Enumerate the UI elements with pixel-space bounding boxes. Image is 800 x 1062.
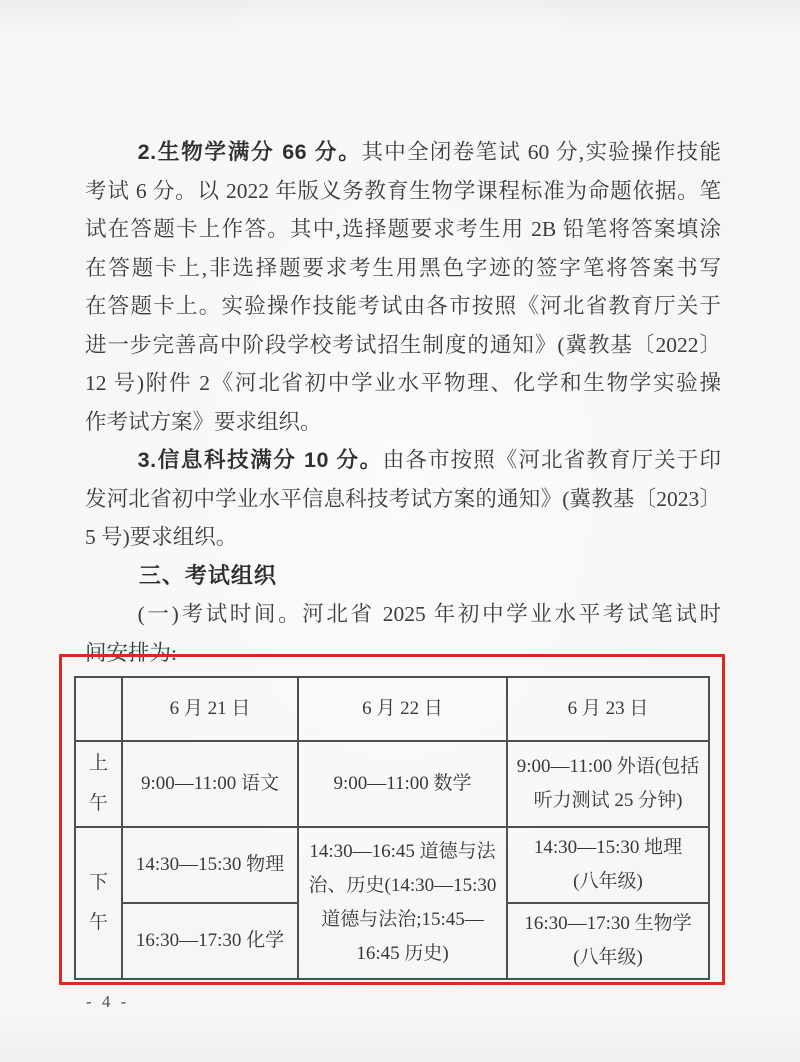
table-row-morning bbox=[75, 741, 709, 827]
cell-text-line: 14:30—15:30 地理 bbox=[533, 837, 683, 858]
text-line: (一)考试时间。河北省 2025 年初中学业水平考试笔试时 bbox=[137, 602, 721, 626]
numbered-item-lead: 3.信息科技满分 10 分。 bbox=[137, 448, 383, 472]
text-line: 12 号)附件 2《河北省初中学业水平物理、化学和生物学实验操 bbox=[85, 371, 721, 395]
text-line: 在答题卡上,非选择题要求考生用黑色字迹的签字笔将答案书写 bbox=[85, 255, 721, 280]
cell-text-line: 14:30—16:45 道德与法 bbox=[309, 841, 496, 862]
date-header-jun23: 6 月 23 日 bbox=[507, 677, 709, 741]
text-line: 作考试方案》要求组织。 bbox=[85, 409, 322, 434]
text-line: 试在答题卡上作答。其中,选择题要求考生用 2B 铅笔将答案填涂 bbox=[85, 217, 721, 241]
section-heading: 三、考试组织 bbox=[138, 562, 277, 588]
cell-text-line: 16:45 历史) bbox=[356, 943, 449, 964]
cell-math-exam: 9:00—11:00 数学 bbox=[298, 741, 507, 827]
text-line: 5 号)要求组织。 bbox=[85, 525, 238, 549]
cell-text-line: (八年级) bbox=[573, 947, 643, 968]
cell-chinese-exam: 9:00—11:00 语文 bbox=[122, 741, 298, 827]
text-line: 间安排为: bbox=[85, 640, 177, 665]
text-run: 其中全闭卷笔试 60 分,实验操作技能 bbox=[361, 140, 721, 164]
document-body-text bbox=[85, 133, 721, 672]
numbered-item-lead: 2.生物学满分 66 分。 bbox=[137, 140, 362, 164]
afternoon-label-cell bbox=[75, 827, 122, 979]
morning-label: 上午 bbox=[88, 753, 108, 814]
cell-text-line: 听力测试 25 分钟) bbox=[533, 790, 683, 811]
date-header-jun21: 6 月 21 日 bbox=[122, 677, 298, 741]
cell-morality-history-exam bbox=[298, 827, 507, 979]
cell-foreign-language-exam bbox=[507, 741, 709, 827]
text-line: 发河北省初中学业水平信息科技考试方案的通知》(冀教基〔2023〕 bbox=[85, 486, 721, 511]
table-row-afternoon-1 bbox=[75, 827, 709, 903]
cell-geography-exam bbox=[507, 827, 709, 903]
cell-chemistry-exam: 16:30—17:30 化学 bbox=[122, 903, 298, 979]
morning-label-cell bbox=[75, 741, 122, 827]
text-line bbox=[85, 133, 721, 172]
page-number: - 4 - bbox=[86, 992, 130, 1011]
exam-schedule-table bbox=[74, 676, 710, 980]
table-header-row bbox=[75, 677, 709, 741]
cell-text-line: (八年级) bbox=[573, 871, 643, 892]
text-run: 由各市按照《河北省教育厅关于印 bbox=[382, 448, 721, 472]
text-line: 进一步完善高中阶段学校考试招生制度的通知》(冀教基〔2022〕 bbox=[85, 332, 721, 357]
text-line: 考试 6 分。以 2022 年版义务教育生物学课程标准为命题依据。笔 bbox=[85, 178, 721, 203]
date-header-jun22: 6 月 22 日 bbox=[298, 677, 507, 741]
corner-cell bbox=[75, 677, 122, 741]
cell-text-line: 道德与法治;15:45— bbox=[321, 909, 484, 930]
cell-physics-exam: 14:30—15:30 物理 bbox=[122, 827, 298, 903]
cell-biology-exam bbox=[507, 903, 709, 979]
cell-text-line: 治、历史(14:30—15:30 bbox=[308, 875, 497, 896]
afternoon-label: 下午 bbox=[88, 872, 108, 933]
text-line: 在答题卡上。实验操作技能考试由各市按照《河北省教育厅关于 bbox=[85, 294, 721, 318]
cell-text-line: 16:30—17:30 生物学 bbox=[524, 913, 692, 934]
text-line bbox=[85, 441, 721, 480]
cell-text-line: 9:00—11:00 外语(包括 bbox=[516, 756, 700, 777]
